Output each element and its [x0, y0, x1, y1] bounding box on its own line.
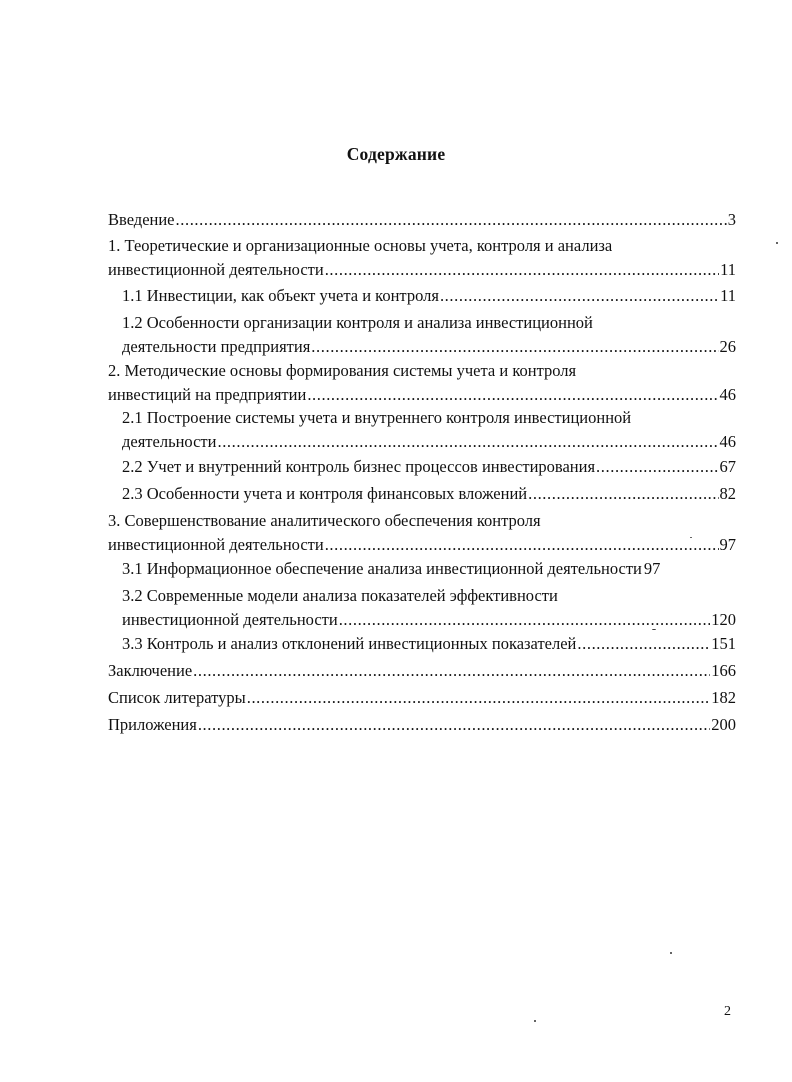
toc-entry-title: Приложения [108, 715, 197, 734]
toc-entry-intro[interactable] [108, 208, 736, 232]
toc-entry-references[interactable] [108, 686, 736, 710]
toc-entry-title: 2.3 Особенности учета и контроля финансовых вложений [122, 484, 528, 503]
toc-entry-section-1-2[interactable] [122, 311, 736, 359]
toc-entry-title: деятельности предприятия [122, 337, 311, 356]
toc-entry-title-line: 2.1 Построение системы учета и внутреннего контроля инвестиционной [122, 408, 632, 427]
toc-page-number: 182 [711, 688, 736, 707]
toc-entry-title: инвестиционной деятельности [122, 610, 338, 629]
dot-leader [217, 430, 718, 454]
dot-leader [311, 335, 718, 359]
dot-leader [307, 383, 718, 407]
dot-leader [193, 659, 710, 683]
toc-page-number: 67 [719, 457, 736, 476]
toc-page-number: 46 [719, 432, 736, 451]
page-title: Содержание [346, 144, 446, 164]
toc-page-number: 82 [719, 484, 736, 503]
toc-entry-title: 3.3 Контроль и анализ отклонений инвестиционных показателей [122, 634, 577, 653]
toc-page-number: 11 [720, 260, 736, 279]
toc-entry-section-1-1[interactable] [122, 284, 736, 308]
dot-leader [440, 284, 719, 308]
toc-page-number: 3 [727, 210, 736, 229]
dot-leader [198, 713, 710, 737]
toc-entry-appendices[interactable] [108, 713, 736, 737]
toc-entry-title: инвестиционной деятельности [108, 260, 324, 279]
toc-entry-section-3-2[interactable] [122, 584, 736, 632]
toc-entry-title-line: 1.2 Особенности организации контроля и анализа инвестиционной [122, 313, 593, 332]
toc-entry-chapter-2[interactable] [108, 359, 736, 407]
toc-entry-title: Заключение [108, 661, 193, 680]
toc-page-number: 151 [711, 634, 736, 653]
scan-speck [776, 242, 778, 244]
dot-leader [325, 533, 719, 557]
toc-page-number: 97 [719, 535, 736, 554]
toc-page-number: 200 [711, 715, 736, 734]
toc-entry-title: инвестиций на предприятии [108, 385, 307, 404]
toc-entry-title-line: 2. Методические основы формирования системы учета и контроля [108, 361, 577, 380]
dot-leader [176, 208, 727, 232]
dot-leader [528, 482, 718, 506]
toc-page-number: 11 [720, 286, 736, 305]
toc-entry-section-2-1[interactable] [122, 406, 736, 454]
toc-page-number: 46 [719, 385, 736, 404]
toc-entry-conclusion[interactable] [108, 659, 736, 683]
scan-speck [534, 1020, 536, 1022]
toc-entry-section-3-3[interactable] [122, 632, 736, 656]
toc-entry-chapter-3[interactable] [108, 509, 736, 557]
toc-page-number: 97 [643, 559, 661, 578]
toc-entry-title: 1.1 Инвестиции, как объект учета и контроля [122, 286, 439, 305]
toc-entry-section-2-2[interactable] [122, 455, 736, 479]
dot-leader [596, 455, 718, 479]
toc-page-number: 120 [711, 610, 736, 629]
toc-entry-section-3-1[interactable] [122, 557, 736, 581]
dot-leader [325, 258, 719, 282]
dot-leader [577, 632, 710, 656]
toc-entry-title: инвестиционной деятельности [108, 535, 324, 554]
scan-speck [670, 952, 672, 954]
toc-entry-title: деятельности [122, 432, 217, 451]
toc-page-number: 166 [711, 661, 736, 680]
scan-speck [652, 629, 656, 630]
toc-entry-section-2-3[interactable] [122, 482, 736, 506]
toc-entry-title-line: 3.2 Современные модели анализа показателей эффективности [122, 586, 558, 605]
toc-entry-chapter-1[interactable] [108, 234, 736, 282]
toc-entry-title: 2.2 Учет и внутренний контроль бизнес процессов инвестирования [122, 457, 596, 476]
toc-entry-title: Список литературы [108, 688, 246, 707]
toc-entry-title-line: 3. Совершенствование аналитического обеспечения контроля [108, 511, 541, 530]
toc-entry-title-line: 1. Теоретические и организационные основы учета, контроля и анализа [108, 236, 613, 255]
page-number: 2 [724, 1004, 731, 1019]
toc-entry-title: Введение [108, 210, 175, 229]
toc-page-number: 26 [719, 337, 736, 356]
toc-entry-title: 3.1 Информационное обеспечение анализа инвестиционной деятельности [122, 559, 642, 578]
dot-leader [247, 686, 711, 710]
scan-speck [690, 537, 692, 538]
